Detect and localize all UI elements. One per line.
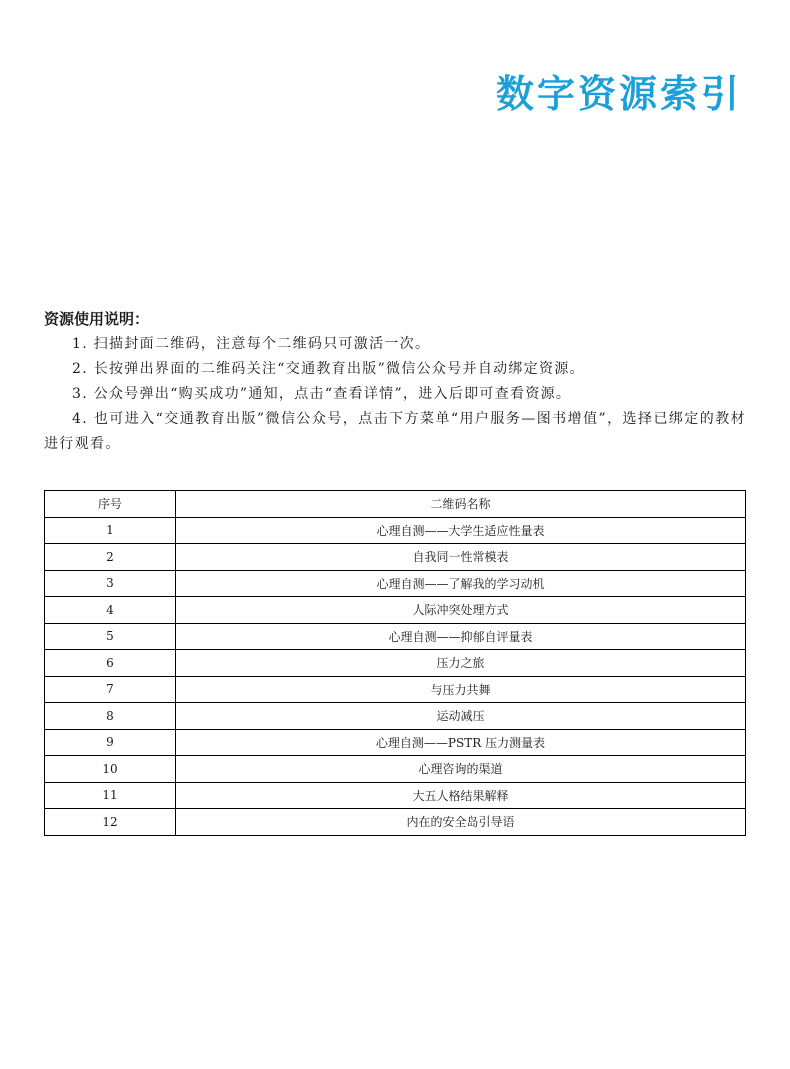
qr-code-name: 人际冲突处理方式 [176,597,746,624]
resource-index-table [44,490,746,836]
qr-code-name: 心理自测——抑郁自评量表 [176,623,746,650]
qr-code-name: 大五人格结果解释 [176,782,746,809]
table-row [45,623,746,650]
table-row [45,650,746,677]
page-title: 数字资源索引 [495,72,742,116]
table-row [45,517,746,544]
instruction-item-4: 4. 也可进入“交通教育出版”微信公众号，点击下方菜单“用户服务—图书增值”，选择已绑定的教材进行观看。 [44,411,746,452]
qr-code-name: 心理自测——了解我的学习动机 [176,570,746,597]
row-number: 3 [45,570,176,597]
table-row [45,756,746,783]
table-row [45,703,746,730]
qr-code-name: 运动减压 [176,703,746,730]
table-row [45,597,746,624]
instructions-heading: 资源使用说明： [44,310,150,328]
instruction-item-2: 2. 长按弹出界面的二维码关注“交通教育出版”微信公众号并自动绑定资源。 [72,361,585,377]
instruction-item-3: 3. 公众号弹出“购买成功”通知，点击“查看详情”，进入后即可查看资源。 [72,386,572,402]
table-row [45,676,746,703]
row-number: 6 [45,650,176,677]
row-number: 12 [45,809,176,836]
qr-code-name: 心理咨询的渠道 [176,756,746,783]
table-row [45,809,746,836]
qr-code-name: 与压力共舞 [176,676,746,703]
row-number: 1 [45,517,176,544]
row-number: 10 [45,756,176,783]
column-header-qr-name: 二维码名称 [176,491,746,518]
qr-code-name: 内在的安全岛引导语 [176,809,746,836]
row-number: 5 [45,623,176,650]
table-row [45,570,746,597]
table-row [45,544,746,571]
row-number: 7 [45,676,176,703]
qr-code-name: 心理自测——大学生适应性量表 [176,517,746,544]
qr-code-name: 自我同一性常模表 [176,544,746,571]
instruction-item-1: 1. 扫描封面二维码，注意每个二维码只可激活一次。 [72,336,431,352]
column-header-number: 序号 [45,491,176,518]
row-number: 11 [45,782,176,809]
instructions-section [44,308,746,457]
table-row [45,782,746,809]
qr-code-name: 压力之旅 [176,650,746,677]
table-row [45,729,746,756]
row-number: 9 [45,729,176,756]
row-number: 2 [45,544,176,571]
row-number: 4 [45,597,176,624]
table-header-row [45,491,746,518]
qr-code-name: 心理自测——PSTR 压力测量表 [176,729,746,756]
row-number: 8 [45,703,176,730]
